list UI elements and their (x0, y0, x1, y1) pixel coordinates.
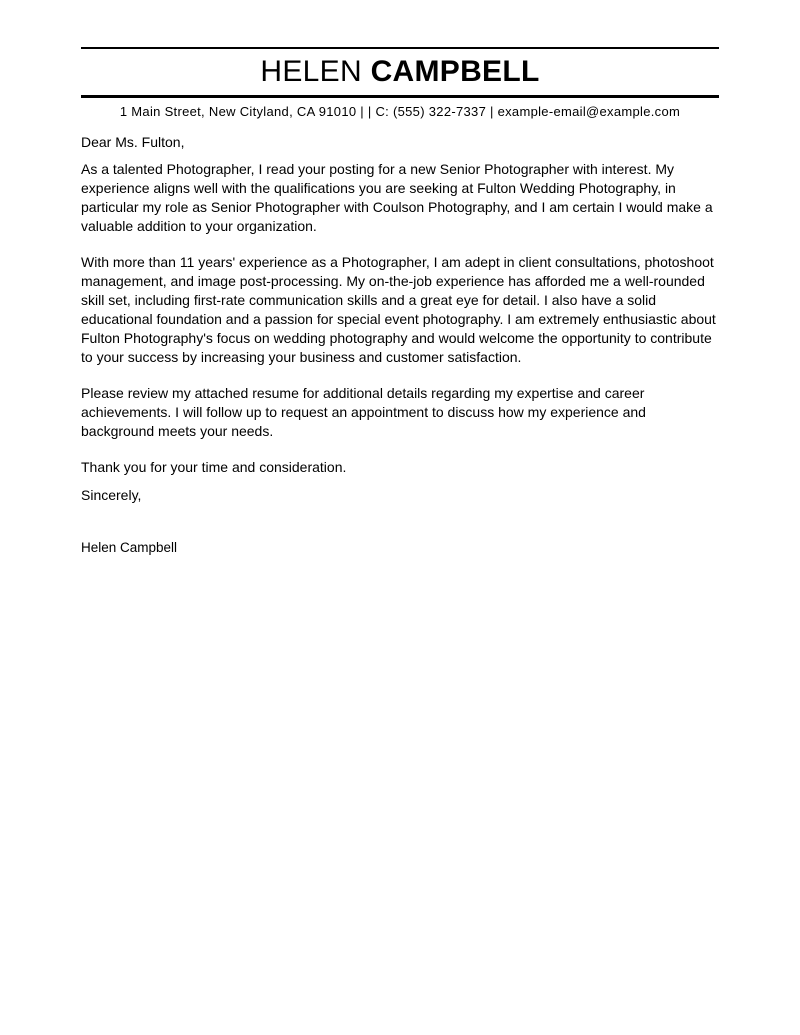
paragraph-intro: As a talented Photographer, I read your posting for a new Senior Photographer with interest. My experience aligns well with the qualifications you are seeking at Fulton Wedding Photography, in particular my role as Senior Photographer with Coulson Photography, and I am certain I would make a valuable addition to your organization. (81, 161, 713, 234)
header-bottom-rule (81, 95, 719, 98)
salutation: Dear Ms. Fulton, (81, 134, 185, 150)
thanks-line: Thank you for your time and consideration. (81, 459, 347, 475)
paragraph-experience: With more than 11 years' experience as a Photographer, I am adept in client consultations, photoshoot management, and image post-processing. My on-the-job experience has afforded me a well-rounded skill set, including first-rate communication skills and a great eye for detail. I also have a solid educational foundation and a passion for special event photography. I am extremely enthusiastic about Fulton Photography's focus on wedding photography and would welcome the opportunity to contribute to your success by increasing your business and customer satisfaction. (81, 254, 716, 365)
applicant-name (81, 53, 719, 91)
signature-name: Helen Campbell (81, 540, 178, 555)
letter-body (81, 133, 721, 557)
applicant-first-name: HELEN (260, 55, 362, 88)
applicant-last-name: CAMPBELL (370, 55, 540, 88)
contact-line: 1 Main Street, New Cityland, CA 91010 | | C: (555) 322-7337 | example-email@example.com (119, 104, 681, 119)
header-top-rule (81, 47, 719, 49)
closing: Sincerely, (81, 487, 142, 503)
paragraph-follow-up: Please review my attached resume for additional details regarding my expertise and career achievements. I will follow up to request an appointment to discuss how my experience and background meets your needs. (81, 385, 646, 439)
